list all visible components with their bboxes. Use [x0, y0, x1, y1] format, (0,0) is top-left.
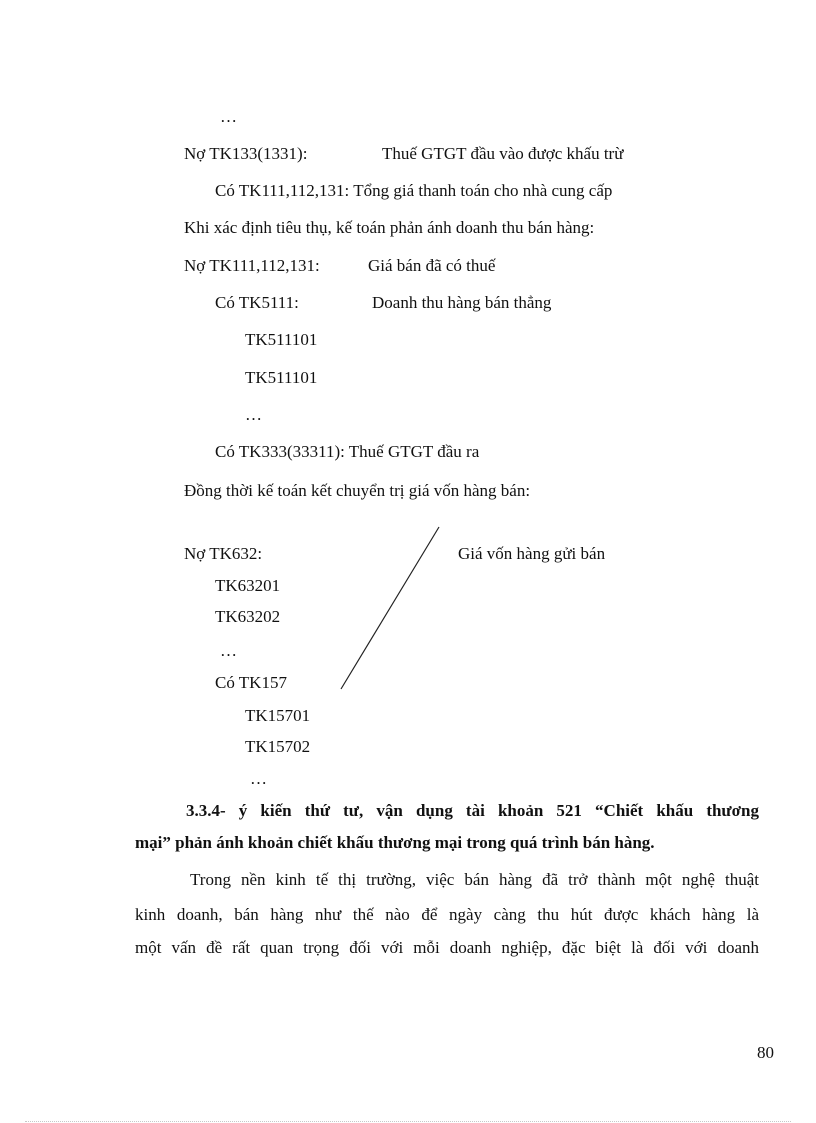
entry-credit-tk5111: Có TK5111:: [215, 293, 299, 312]
entry-debit-tk111: Nợ TK111,112,131:: [184, 256, 320, 275]
sub-account-line: TK63201: [215, 576, 281, 595]
entry-debit-tk133: Nợ TK133(1331):: [184, 144, 308, 163]
page-number: 80: [757, 1043, 774, 1062]
ellipsis-line: …: [220, 641, 237, 660]
sub-account-line: TK511101: [245, 368, 318, 387]
paragraph-line-3: một vấn đề rất quan trọng đối với mỗi doanh nghiệp, đặc biệt là đối với doanh: [135, 938, 759, 957]
bottom-divider: [25, 1121, 791, 1122]
ellipsis-line: …: [245, 405, 262, 424]
entry-credit-tk5111-desc: Doanh thu hàng bán thẳng: [372, 293, 552, 312]
entry-debit-tk133-desc: Thuế GTGT đầu vào được khấu trừ: [382, 144, 624, 163]
ellipsis-line: …: [220, 107, 237, 126]
paragraph-line-1: Trong nền kinh tế thị trường, việc bán hàng đã trở thành một nghệ thuật: [190, 870, 759, 889]
entry-credit-tk333: Có TK333(33311): Thuế GTGT đầu ra: [215, 442, 480, 461]
entry-debit-tk111-desc: Giá bán đã có thuế: [368, 256, 496, 275]
paragraph-line-2: kinh doanh, bán hàng như thế nào để ngày càng thu hút được khách hàng là: [135, 905, 759, 924]
sub-account-line: TK15702: [245, 737, 311, 756]
section-heading-line-1: 3.3.4- ý kiến thứ tư, vận dụng tài khoản 521 “Chiết khấu thương: [186, 801, 759, 820]
text-line: Đồng thời kế toán kết chuyển trị giá vốn hàng bán:: [184, 481, 531, 500]
sub-account-line: TK15701: [245, 706, 311, 725]
ellipsis-line: …: [250, 769, 267, 788]
sub-account-line: TK63202: [215, 607, 281, 626]
entry-debit-tk632: Nợ TK632:: [184, 544, 263, 563]
text-line: Khi xác định tiêu thụ, kế toán phản ánh doanh thu bán hàng:: [184, 218, 595, 237]
entry-credit-tk111: Có TK111,112,131: Tổng giá thanh toán cho nhà cung cấp: [215, 181, 613, 200]
sub-account-line: TK511101: [245, 330, 318, 349]
section-heading-line-2: mại” phản ánh khoản chiết khấu thương mại trong quá trình bán hàng.: [135, 833, 655, 852]
entry-debit-tk632-desc: Giá vốn hàng gửi bán: [458, 544, 606, 563]
entry-credit-tk157: Có TK157: [215, 673, 287, 692]
